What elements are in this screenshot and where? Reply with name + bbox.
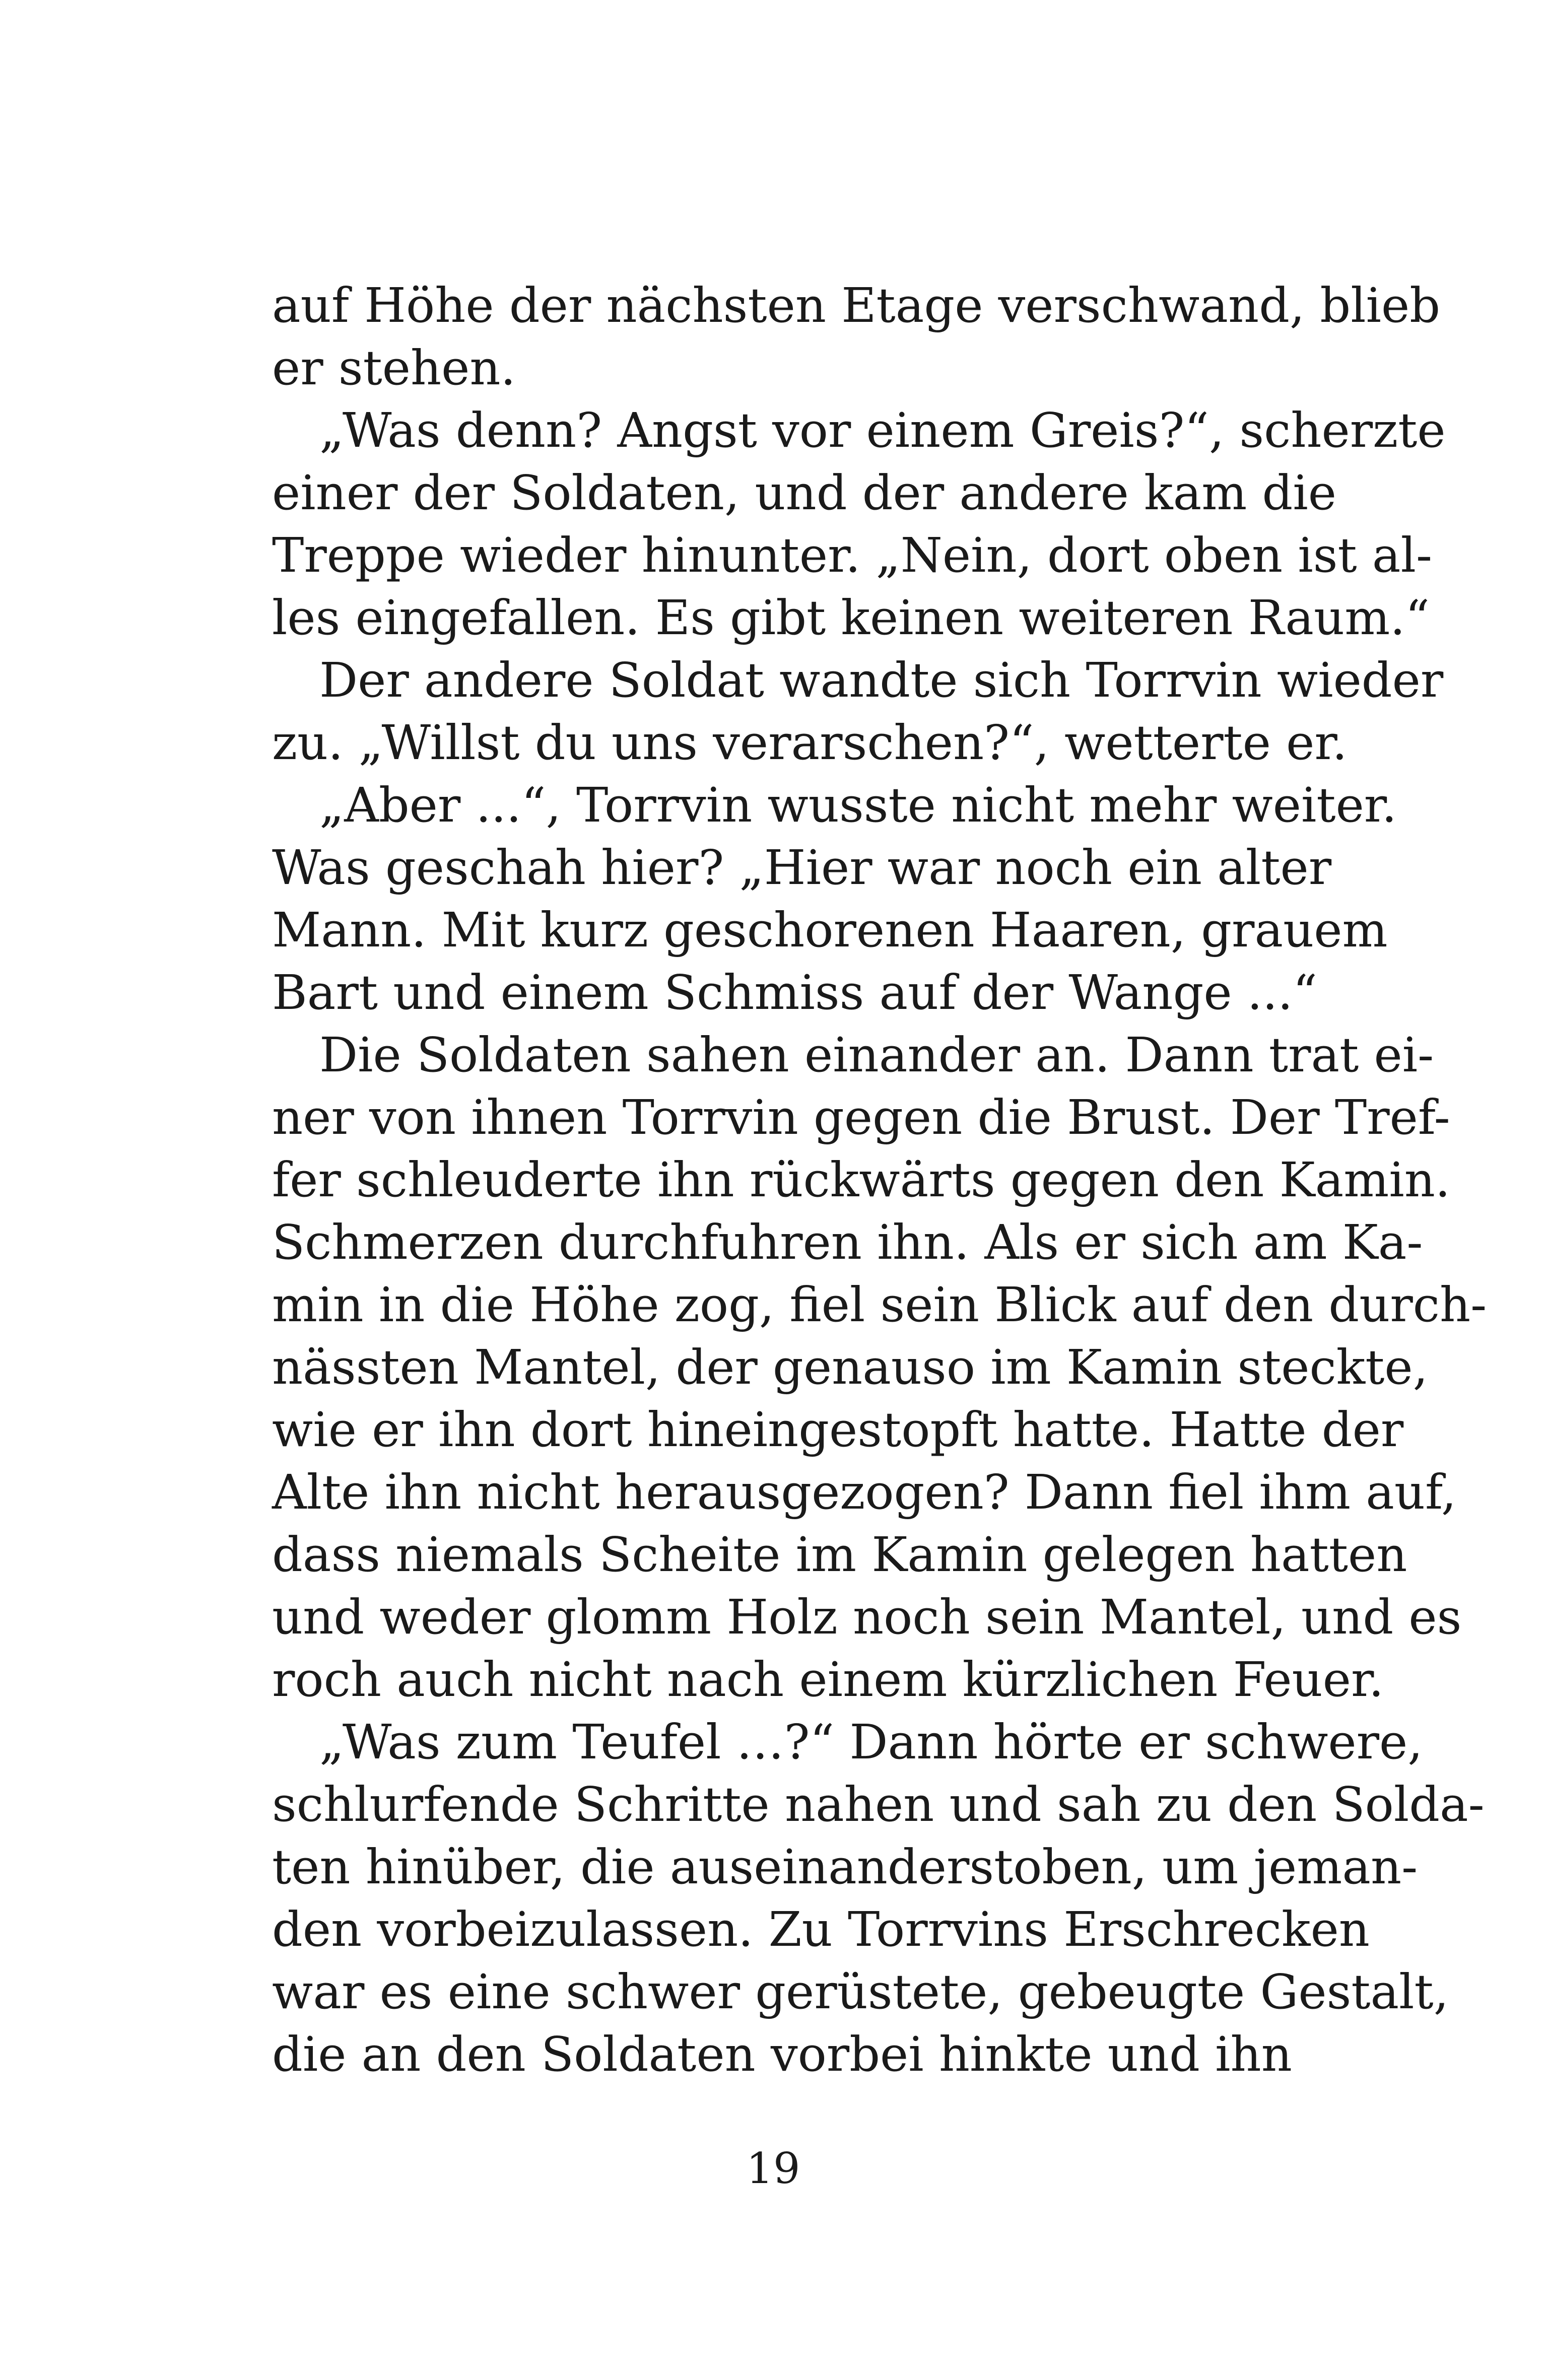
text-line: „Was denn? Angst vor einem Greis?“, scherzte (319, 403, 1446, 458)
page-number: 19 (746, 2144, 800, 2193)
text-line: „Aber ...“, Torrvin wusste nicht mehr weiter. (319, 778, 1397, 833)
text-line: Treppe wieder hinunter. „Nein, dort oben ist al- (272, 528, 1433, 583)
text-line: fer schleuderte ihn rückwärts gegen den Kamin. (272, 1152, 1451, 1208)
text-line: und weder glomm Holz noch sein Mantel, und es (272, 1590, 1462, 1645)
text-line: min in die Höhe zog, fiel sein Blick auf den durch- (272, 1277, 1487, 1333)
text-line: wie er ihn dort hineingestopft hatte. Hatte der (272, 1402, 1404, 1458)
text-line: war es eine schwer gerüstete, gebeugte Gestalt, (272, 1964, 1449, 2020)
text-line: Die Soldaten sahen einander an. Dann trat ei- (319, 1028, 1434, 1083)
text-line: Der andere Soldat wandte sich Torrvin wieder (319, 653, 1444, 708)
text-line: „Was zum Teufel …?“ Dann hörte er schwere, (319, 1715, 1423, 1770)
text-line: die an den Soldaten vorbei hinkte und ihn (272, 2027, 1292, 2082)
text-line: Alte ihn nicht herausgezogen? Dann fiel ihm auf, (272, 1465, 1457, 1520)
text-line: einer der Soldaten, und der andere kam die (272, 465, 1336, 521)
text-line: Mann. Mit kurz geschorenen Haaren, grauem (272, 903, 1388, 958)
text-line: auf Höhe der nächsten Etage verschwand, blieb (272, 278, 1441, 333)
text-line: ten hinüber, die auseinanderstoben, um jeman- (272, 1840, 1418, 1895)
text-line: les eingefallen. Es gibt keinen weiteren Raum.“ (272, 590, 1430, 646)
text-line: Was geschah hier? „Hier war noch ein alter (272, 840, 1332, 896)
text-line: er stehen. (272, 341, 516, 396)
text-line: Bart und einem Schmiss auf der Wange ...“ (272, 965, 1317, 1021)
text-line: ner von ihnen Torrvin gegen die Brust. Der Tref- (272, 1090, 1450, 1145)
text-line: schlurfende Schritte nahen und sah zu den Solda- (272, 1777, 1485, 1832)
text-line: Schmerzen durchfuhren ihn. Als er sich am Ka- (272, 1215, 1423, 1270)
text-line: roch auch nicht nach einem kürzlichen Feuer. (272, 1652, 1384, 1708)
text-line: den vorbeizulassen. Zu Torrvins Erschrecken (272, 1902, 1370, 1957)
text-line: nässten Mantel, der genauso im Kamin steckte, (272, 1340, 1428, 1395)
text-line: dass niemals Scheite im Kamin gelegen hatten (272, 1527, 1407, 1583)
text-line: zu. „Willst du uns verarschen?“, wetterte er. (272, 715, 1348, 771)
